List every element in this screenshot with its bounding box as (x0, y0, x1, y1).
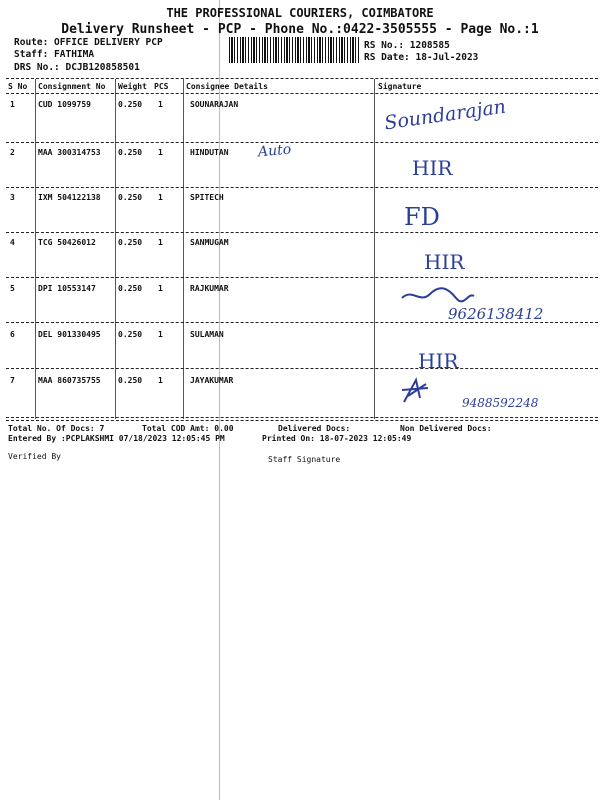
row-pcs: 1 (158, 193, 163, 202)
row-weight: 0.250 (118, 330, 143, 339)
row-pcs: 1 (158, 100, 163, 109)
row-rule (6, 142, 598, 143)
row-consignee: RAJKUMAR (190, 284, 229, 293)
handwritten-phone-row7: 9488592248 (462, 396, 539, 410)
table-top-rule (6, 78, 598, 79)
row-consignment: MAA 300314753 (38, 148, 101, 157)
col-pcs: PCS (154, 82, 169, 91)
row-consignee: SULAMAN (190, 330, 224, 339)
handwritten-signature-row6: HIR (418, 349, 459, 373)
row-weight: 0.250 (118, 148, 143, 157)
signature-scribble (398, 284, 478, 306)
row-weight: 0.250 (118, 238, 143, 247)
row-sno: 4 (10, 238, 15, 247)
col-consignee: Consignee Details (186, 82, 268, 91)
barcode (229, 37, 360, 63)
row-rule (6, 277, 598, 278)
handwritten-signature-row1: Soundarajan (383, 95, 508, 135)
handwritten-signature-row4: HIR (424, 250, 465, 274)
row-sno: 7 (10, 376, 15, 385)
handwritten-signature-row3: FD (404, 203, 440, 231)
scan-fold-line (219, 0, 220, 800)
delivered-docs: Delivered Docs: (278, 424, 351, 433)
row-rule (6, 368, 598, 369)
row-consignment: MAA 860735755 (38, 376, 101, 385)
total-cod: Total COD Amt: 0.00 (142, 424, 234, 433)
total-docs: Total No. Of Docs: 7 (8, 424, 105, 433)
row-consignment: TCG 50426012 (38, 238, 96, 247)
row-consignment: CUD 1099759 (38, 100, 91, 109)
row-consignment: IXM 504122138 (38, 193, 101, 202)
row-consignee: HINDUTAN (190, 148, 229, 157)
table-bottom-rule (6, 420, 598, 421)
row-sno: 1 (10, 100, 15, 109)
row-pcs: 1 (158, 238, 163, 247)
row-pcs: 1 (158, 376, 163, 385)
row-sno: 6 (10, 330, 15, 339)
row-pcs: 1 (158, 330, 163, 339)
row-consignee: SANMUGAM (190, 238, 229, 247)
row-sno: 3 (10, 193, 15, 202)
handwritten-signature-row2: HIR (412, 156, 453, 180)
col-signature: Signature (378, 82, 422, 91)
company-title: THE PROFESSIONAL COURIERS, COIMBATORE (166, 6, 434, 20)
rs-date: RS Date: 18-Jul-2023 (364, 52, 479, 63)
row-consignment: DEL 901330495 (38, 330, 101, 339)
row-rule (6, 187, 598, 188)
non-delivered-docs: Non Delivered Docs: (400, 424, 492, 433)
verified-by: Verified By (8, 452, 61, 461)
row-weight: 0.250 (118, 376, 143, 385)
handwritten-phone-row5: 9626138412 (448, 305, 544, 323)
row-sno: 5 (10, 284, 15, 293)
row-pcs: 1 (158, 148, 163, 157)
route-label: Route: OFFICE DELIVERY PCP (14, 37, 163, 48)
col-sno: S No (8, 82, 28, 91)
row-weight: 0.250 (118, 100, 143, 109)
row-consignment: DPI 10553147 (38, 284, 96, 293)
row-sno: 2 (10, 148, 15, 157)
col-weight: Weight (118, 82, 147, 91)
printed-on: Printed On: 18-07-2023 12:05:49 (262, 434, 412, 443)
table-header-rule (6, 93, 598, 94)
row-rule (6, 232, 598, 233)
entered-by: Entered By :PCPLAKSHMI 07/18/2023 12:05:45 PM (8, 434, 225, 443)
row-weight: 0.250 (118, 193, 143, 202)
runsheet-subtitle: Delivery Runsheet - PCP - Phone No.:0422-3505555 - Page No.:1 (61, 22, 539, 37)
staff-signature: Staff Signature (268, 455, 341, 464)
signature-mark (398, 376, 434, 406)
staff-label: Staff: FATHIMA (14, 49, 95, 60)
table-bottom-rule (6, 417, 598, 418)
row-consignee: SPITECH (190, 193, 224, 202)
row-consignee: JAYAKUMAR (190, 376, 234, 385)
rs-number: RS No.: 1208585 (364, 40, 450, 51)
row-consignee: SOUNARAJAN (190, 100, 239, 109)
row-pcs: 1 (158, 284, 163, 293)
drs-number: DRS No.: DCJB120858501 (14, 62, 140, 73)
col-consignment: Consignment No (38, 82, 106, 91)
row-weight: 0.250 (118, 284, 143, 293)
handwritten-note-row2: Auto (257, 141, 292, 161)
